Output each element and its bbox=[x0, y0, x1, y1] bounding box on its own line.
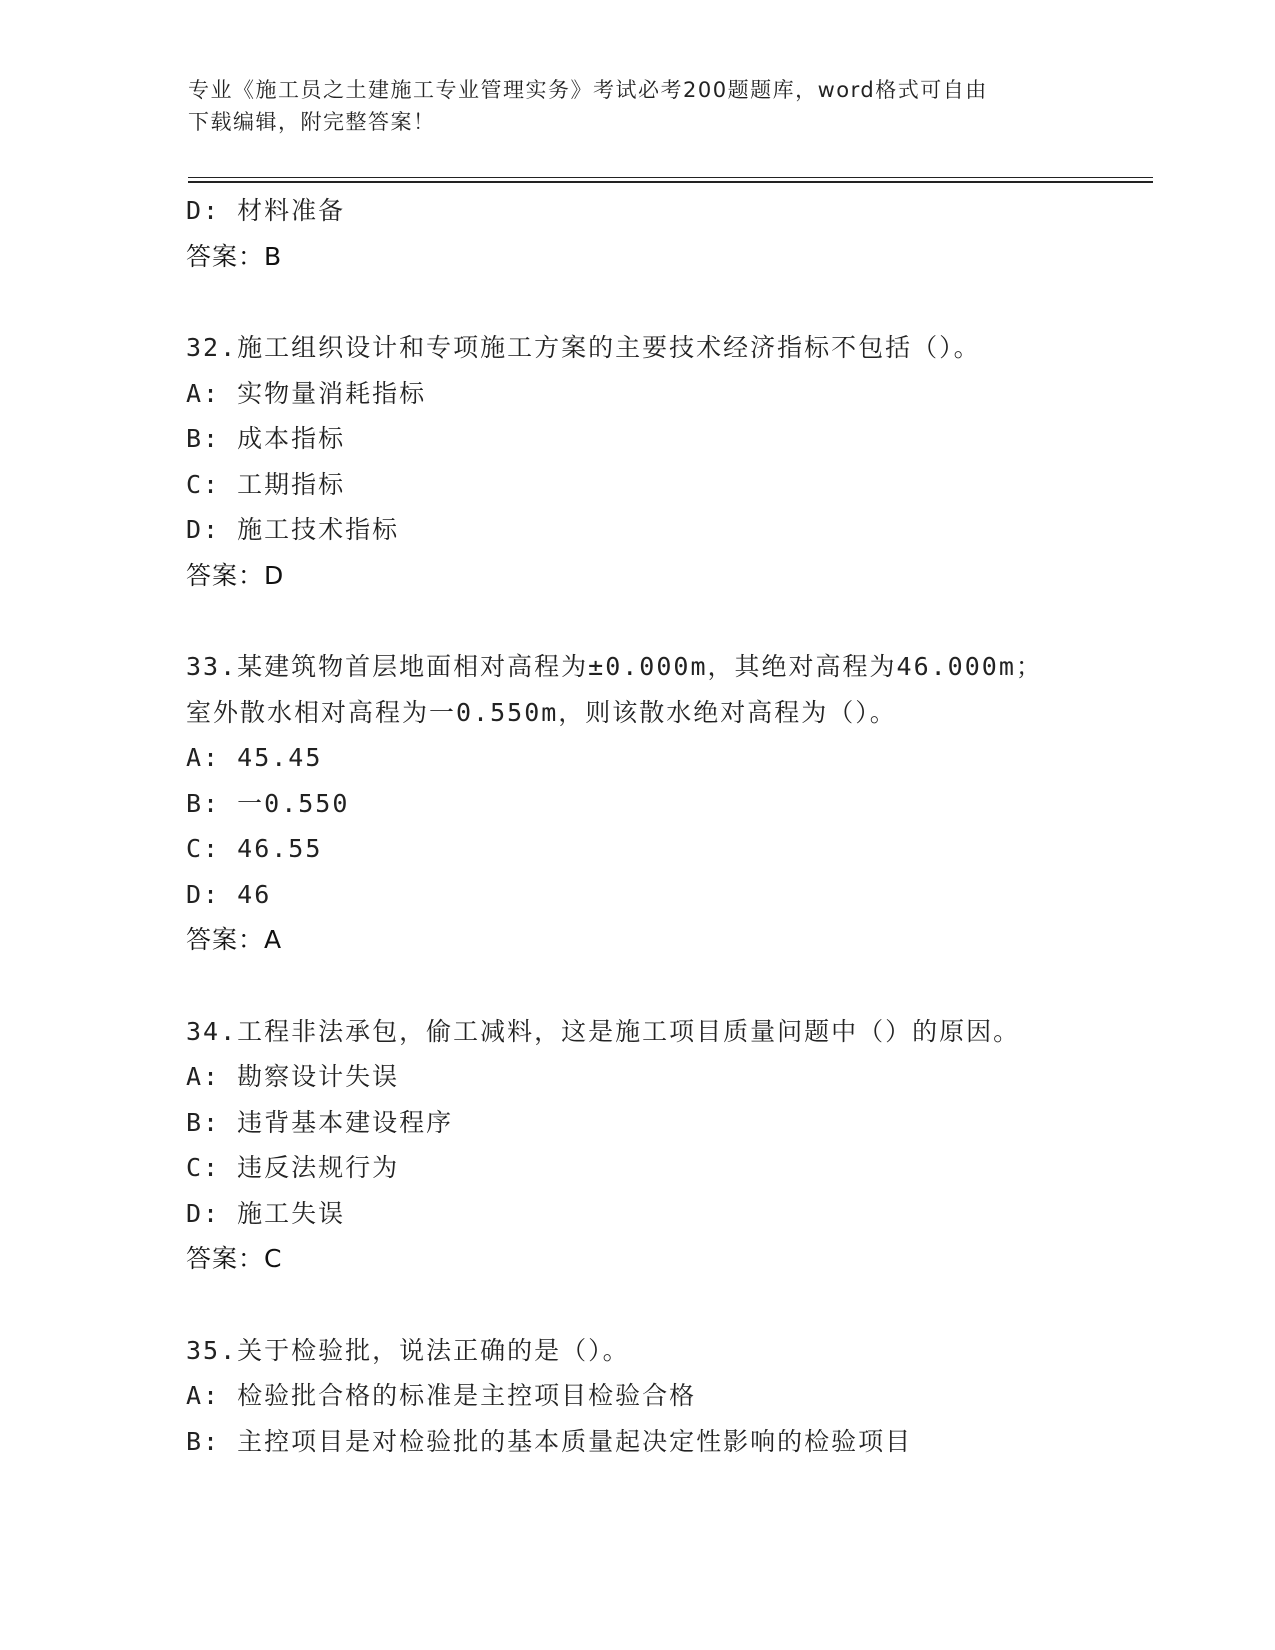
question-34-option-d: D: 施工失误 bbox=[186, 1198, 346, 1228]
question-33 bbox=[186, 644, 1146, 963]
question-34-option-b: B: 违背基本建设程序 bbox=[186, 1107, 454, 1137]
question-32-answer: 答案：D bbox=[186, 560, 285, 590]
header-divider-thin bbox=[188, 177, 1153, 178]
question-35 bbox=[186, 1328, 1146, 1465]
question-32-option-a: A: 实物量消耗指标 bbox=[186, 378, 427, 408]
question-33-option-d: D: 46 bbox=[186, 879, 272, 909]
question-32-text: 32.施工组织设计和专项施工方案的主要技术经济指标不包括（）。 bbox=[186, 333, 981, 362]
question-32 bbox=[186, 325, 1146, 598]
question-33-answer: 答案：A bbox=[186, 925, 283, 954]
header-divider-thick bbox=[188, 181, 1153, 183]
question-32-option-c: C: 工期指标 bbox=[186, 469, 346, 499]
question-34-option-a: A: 勘察设计失误 bbox=[186, 1062, 400, 1091]
document-header bbox=[188, 74, 1068, 138]
question-34-text: 34.工程非法承包，偷工减料，这是施工项目质量问题中（）的原因。 bbox=[186, 1016, 1021, 1046]
question-34 bbox=[186, 1009, 1146, 1282]
question-31 bbox=[186, 188, 1146, 279]
question-spacer bbox=[186, 279, 1146, 325]
question-33-option-b: B: 一0.550 bbox=[186, 788, 350, 818]
question-33-option-c: C: 46.55 bbox=[186, 834, 323, 863]
question-list bbox=[186, 188, 1146, 1464]
question-33-text-line-1: 33.某建筑物首层地面相对高程为±0.000m，其绝对高程为46.000m； bbox=[186, 652, 1043, 681]
question-35-text: 35.关于检验批，说法正确的是（）。 bbox=[186, 1335, 630, 1365]
question-31-option-d: D: 材料准备 bbox=[186, 196, 346, 225]
question-spacer bbox=[186, 598, 1146, 644]
question-34-answer: 答案：C bbox=[186, 1244, 283, 1273]
question-33-text-line-2: 室外散水相对高程为一0.550m，则该散水绝对高程为（）。 bbox=[186, 697, 897, 727]
question-34-option-c: C: 违反法规行为 bbox=[186, 1153, 400, 1182]
question-32-option-b: B: 成本指标 bbox=[186, 424, 346, 453]
question-35-option-a: A: 检验批合格的标准是主控项目检验合格 bbox=[186, 1381, 697, 1410]
question-33-option-a: A: 45.45 bbox=[186, 743, 323, 772]
header-title-line-1: 专业《施工员之土建施工专业管理实务》考试必考200题题库，word格式可自由 bbox=[188, 78, 988, 102]
question-35-option-b: B: 主控项目是对检验批的基本质量起决定性影响的检验项目 bbox=[186, 1426, 913, 1456]
question-spacer bbox=[186, 963, 1146, 1009]
question-31-answer: 答案：B bbox=[186, 241, 283, 271]
question-spacer bbox=[186, 1282, 1146, 1328]
header-title-line-2: 下载编辑，附完整答案！ bbox=[188, 110, 436, 134]
question-32-option-d: D: 施工技术指标 bbox=[186, 515, 400, 544]
